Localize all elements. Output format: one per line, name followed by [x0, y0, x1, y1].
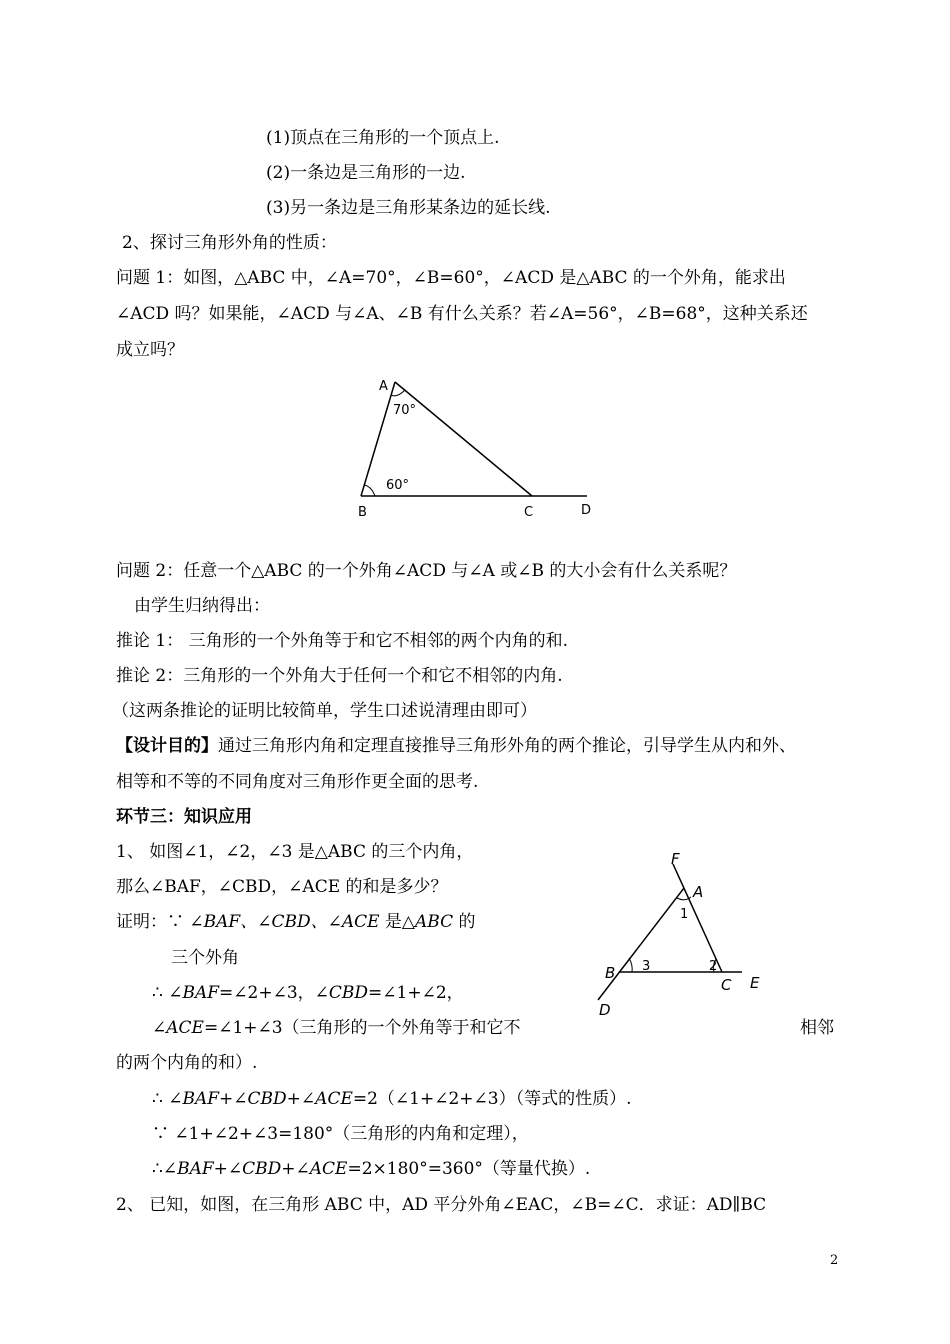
plus: + — [281, 1159, 296, 1179]
angle-ace: ∠ACE — [295, 1159, 348, 1179]
line-extension: (3)另一条边是三角形某条边的延长线. — [266, 198, 551, 218]
side-ac — [395, 382, 532, 496]
eq-baf: =∠2+∠3， — [219, 983, 315, 1003]
result-equation: =2×180°=360°（等量代换）. — [347, 1159, 591, 1179]
proof-angles: ∠BAF、∠CBD、∠ACE — [189, 912, 380, 932]
corollary-1: 推论 1： 三角形的一个外角等于和它不相邻的两个内角的和. — [116, 631, 569, 651]
label-f: F — [671, 850, 680, 868]
angle-cbd: ∠CBD — [227, 1159, 282, 1179]
plus: + — [286, 1089, 301, 1109]
line-vertex: (1)顶点在三角形的一个顶点上. — [266, 128, 500, 148]
exercise-1-line-2: 那么∠BAF，∠CBD，∠ACE 的和是多少？ — [116, 877, 448, 897]
design-purpose-line-1 — [116, 736, 796, 756]
label-d: D — [599, 1001, 611, 1019]
label-c: C — [524, 505, 534, 520]
proof-line-6 — [152, 1089, 632, 1109]
therefore-symbol: ∴ — [152, 1159, 163, 1179]
label-a: A — [693, 883, 704, 901]
proof-line-1 — [116, 912, 476, 932]
design-purpose-line-2: 相等和不等的不同角度对三角形作更全面的思考. — [116, 772, 479, 792]
students-summarize: 由学生归纳得出： — [134, 596, 270, 616]
proof-of: 的 — [453, 912, 476, 932]
angle-3-label: 3 — [642, 959, 651, 974]
line-ad — [598, 888, 684, 1000]
corollary-2: 推论 2：三角形的一个外角大于任何一个和它不相邻的内角. — [116, 666, 563, 686]
label-c: C — [721, 976, 732, 994]
proof-line-4 — [152, 1018, 521, 1038]
therefore-symbol: ∴ — [152, 1089, 169, 1109]
plus: + — [213, 1159, 228, 1179]
proof-line-8 — [152, 1159, 590, 1179]
label-e: E — [750, 974, 760, 992]
page-number: 2 — [830, 1253, 839, 1268]
section-3-heading: 环节三：知识应用 — [116, 807, 252, 827]
proof-note: （这两条推论的证明比较简单，学生口述说清理由即可） — [112, 701, 537, 721]
angle-1-label: 1 — [680, 907, 689, 922]
angle-a-value: 70° — [393, 403, 417, 418]
proof-abc: ABC — [415, 912, 454, 932]
eq-ace: =∠1+∠3（三角形的一个外角等于和它不 — [203, 1018, 521, 1038]
angle-cbd: ∠CBD — [314, 983, 369, 1003]
design-purpose-label: 【设计目的】 — [116, 736, 218, 756]
angle-baf: ∠BAF — [162, 1159, 214, 1179]
arc-angle-b — [364, 485, 375, 496]
question-1-line-2: ∠ACD 吗？如果能，∠ACD 与∠A、∠B 有什么关系？若∠A=56°，∠B=68°，这种关系还 — [116, 304, 808, 324]
angle-ace: ∠ACE — [300, 1089, 353, 1109]
exercise-1-line-1: 1、 如图∠1，∠2，∠3 是△ABC 的三个内角， — [116, 842, 474, 862]
label-b: B — [358, 505, 367, 520]
eq-cbd: =∠1+∠2， — [368, 983, 464, 1003]
question-1-line-3: 成立吗？ — [116, 340, 184, 360]
proof-line-4-end: 相邻 — [800, 1018, 834, 1038]
question-2: 问题 2：任意一个△ABC 的一个外角∠ACD 与∠A 或∠B 的大小会有什么关系呢？ — [116, 561, 737, 581]
angle-baf: ∠BAF — [168, 983, 220, 1003]
label-d: D — [581, 503, 592, 518]
plus: + — [219, 1089, 234, 1109]
figure-triangle-1 — [355, 372, 615, 522]
proof-is-triangle: 是△ — [379, 912, 416, 932]
angle-ace: ∠ACE — [152, 1018, 204, 1038]
label-a: A — [379, 379, 388, 394]
question-1-line-1: 问题 1：如图，△ABC 中，∠A=70°，∠B=60°，∠ACD 是△ABC 的一个外角，能求出 — [116, 268, 786, 288]
figure-triangle-2 — [585, 850, 785, 1025]
therefore-symbol: ∴ — [152, 983, 169, 1003]
design-purpose-text: 通过三角形内角和定理直接推导三角形外角的两个推论，引导学生从内和外、 — [218, 736, 796, 756]
proof-because: 证明：∵ — [116, 912, 190, 932]
line-side: (2)一条边是三角形的一边. — [266, 163, 466, 183]
exercise-2: 2、 已知，如图，在三角形 ABC 中，AD 平分外角∠EAC，∠B=∠C．求证：AD∥BC — [116, 1195, 767, 1215]
angle-baf: ∠BAF — [168, 1089, 220, 1109]
proof-line-2: 三个外角 — [171, 948, 239, 968]
proof-line-7: ∵ ∠1+∠2+∠3=180°（三角形的内角和定理）， — [152, 1124, 529, 1144]
sum-equation: =2（∠1+∠2+∠3）（等式的性质）. — [352, 1089, 632, 1109]
proof-line-5: 的两个内角的和）. — [116, 1053, 258, 1073]
proof-line-3 — [152, 983, 464, 1003]
label-b: B — [605, 964, 616, 982]
angle-b-value: 60° — [386, 478, 410, 493]
angle-2-label: 2 — [709, 959, 718, 974]
angle-cbd: ∠CBD — [233, 1089, 287, 1109]
heading-exterior-angle: 2、探讨三角形外角的性质： — [122, 233, 337, 253]
